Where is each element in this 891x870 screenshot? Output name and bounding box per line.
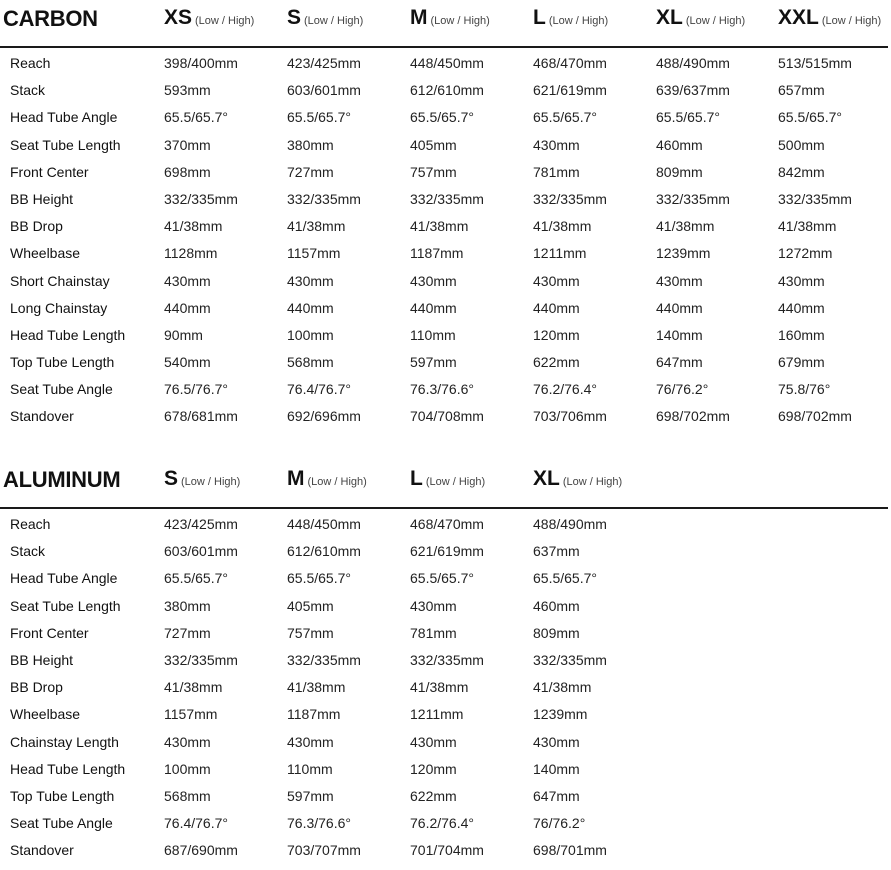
row-label: Head Tube Angle: [10, 570, 118, 587]
table-cell: 332/335mm: [287, 190, 361, 207]
table-cell: 842mm: [778, 163, 825, 180]
table-cell: 430mm: [410, 733, 457, 750]
table-cell: 41/38mm: [656, 218, 715, 235]
table-cell: 440mm: [164, 299, 211, 316]
carbon-title: CARBON: [3, 6, 98, 31]
table-cell: 513/515mm: [778, 55, 852, 71]
table-cell: 440mm: [533, 299, 580, 316]
table-cell: 41/38mm: [287, 679, 346, 696]
table-cell: 65.5/65.7°: [533, 109, 597, 126]
table-cell: 757mm: [287, 624, 334, 641]
table-cell: 430mm: [533, 136, 580, 153]
table-row: [0, 675, 891, 702]
table-cell: 76.5/76.7°: [164, 381, 228, 398]
table-cell: 332/335mm: [164, 190, 238, 207]
row-label: Long Chainstay: [10, 299, 108, 316]
aluminum-title: ALUMINUM: [3, 467, 121, 492]
table-row: [0, 133, 891, 160]
size-name: XL: [533, 467, 560, 490]
row-label: Seat Tube Angle: [10, 815, 113, 832]
table-row: [0, 377, 891, 404]
aluminum-size-m-header: [287, 467, 367, 491]
table-cell: 500mm: [778, 136, 825, 153]
table-cell: 76.2/76.4°: [533, 381, 597, 398]
table-row: [0, 404, 891, 431]
table-cell: 637mm: [533, 543, 580, 560]
table-cell: 423/425mm: [287, 55, 361, 71]
table-cell: 76.4/76.7°: [164, 815, 228, 832]
row-label: Chainstay Length: [10, 733, 119, 750]
table-cell: 76/76.2°: [656, 381, 709, 398]
table-cell: 430mm: [533, 733, 580, 750]
table-cell: 76/76.2°: [533, 815, 586, 832]
row-label: Seat Tube Angle: [10, 381, 113, 398]
table-cell: 160mm: [778, 326, 825, 343]
table-cell: 597mm: [410, 354, 457, 371]
row-label: Stack: [10, 82, 46, 99]
size-name: M: [287, 467, 305, 490]
table-cell: 332/335mm: [287, 651, 361, 668]
table-cell: 568mm: [287, 354, 334, 371]
table-cell: 76.2/76.4°: [410, 815, 474, 832]
table-cell: 1239mm: [533, 706, 588, 723]
table-cell: 692/696mm: [287, 408, 361, 425]
size-subtitle: (Low / High): [304, 15, 364, 27]
table-cell: 430mm: [533, 272, 580, 289]
carbon-geometry-section: [0, 0, 891, 425]
size-subtitle: (Low / High): [307, 476, 367, 488]
carbon-size-xl-header: [656, 6, 745, 30]
table-cell: 440mm: [410, 299, 457, 316]
table-cell: 687/690mm: [164, 842, 238, 859]
table-cell: 120mm: [410, 760, 457, 777]
size-name: M: [410, 6, 428, 29]
table-cell: 757mm: [410, 163, 457, 180]
table-cell: 332/335mm: [410, 190, 484, 207]
table-row: [0, 105, 891, 132]
table-cell: 430mm: [287, 733, 334, 750]
size-subtitle: (Low / High): [548, 15, 609, 27]
table-cell: 430mm: [164, 733, 211, 750]
row-label: Head Tube Angle: [10, 109, 118, 126]
table-cell: 110mm: [287, 760, 333, 777]
table-cell: 75.8/76°: [778, 381, 831, 398]
table-row: [0, 160, 891, 187]
table-row: [0, 566, 891, 593]
table-row: [0, 296, 891, 323]
row-label: Front Center: [10, 624, 89, 641]
row-label: BB Height: [10, 651, 74, 668]
aluminum-size-s-header: [164, 467, 240, 491]
table-row: [0, 269, 891, 296]
table-cell: 698mm: [164, 163, 211, 180]
table-cell: 423/425mm: [164, 516, 238, 532]
row-label: BB Height: [10, 190, 74, 207]
table-cell: 727mm: [164, 624, 211, 641]
carbon-size-m-header: [410, 6, 490, 30]
table-cell: 703/707mm: [287, 842, 361, 859]
table-cell: 430mm: [410, 597, 457, 614]
table-cell: 460mm: [656, 136, 703, 153]
table-cell: 460mm: [533, 597, 580, 614]
table-cell: 41/38mm: [410, 679, 469, 696]
carbon-header-row: [0, 0, 891, 46]
size-name: S: [287, 6, 302, 29]
table-cell: 597mm: [287, 787, 334, 804]
size-name: L: [410, 467, 423, 490]
table-cell: 380mm: [287, 136, 334, 153]
table-cell: 639/637mm: [656, 82, 730, 99]
size-name: L: [533, 6, 546, 29]
row-label: Front Center: [10, 163, 89, 180]
size-name: XXL: [778, 6, 819, 29]
table-row: [0, 539, 891, 566]
table-cell: 140mm: [656, 326, 703, 343]
table-cell: 120mm: [533, 326, 580, 343]
row-label: Standover: [10, 842, 74, 859]
table-cell: 332/335mm: [656, 190, 730, 207]
table-cell: 380mm: [164, 597, 211, 614]
table-cell: 65.5/65.7°: [778, 109, 842, 126]
table-cell: 657mm: [778, 82, 825, 99]
table-row: [0, 648, 891, 675]
table-cell: 809mm: [533, 624, 580, 641]
table-cell: 698/702mm: [656, 408, 730, 425]
table-cell: 398/400mm: [164, 55, 238, 71]
table-cell: 65.5/65.7°: [533, 570, 597, 587]
table-cell: 701/704mm: [410, 842, 484, 859]
table-cell: 41/38mm: [164, 679, 223, 696]
table-row: [0, 323, 891, 350]
table-cell: 647mm: [533, 787, 580, 804]
carbon-size-xs-header: [164, 6, 254, 30]
table-cell: 612/610mm: [287, 543, 361, 560]
size-subtitle: (Low / High): [430, 15, 490, 27]
table-cell: 41/38mm: [533, 218, 592, 235]
table-row: [0, 594, 891, 621]
table-cell: 1157mm: [164, 706, 218, 723]
table-cell: 540mm: [164, 354, 211, 371]
table-cell: 41/38mm: [287, 218, 346, 235]
aluminum-size-xl-header: [533, 467, 622, 491]
size-subtitle: (Low / High): [181, 476, 241, 488]
table-cell: 65.5/65.7°: [287, 570, 351, 587]
table-cell: 1211mm: [410, 706, 464, 723]
table-cell: 603/601mm: [164, 543, 238, 560]
row-label: Reach: [10, 55, 51, 71]
table-row: [0, 621, 891, 648]
table-cell: 65.5/65.7°: [410, 570, 474, 587]
table-cell: 140mm: [533, 760, 580, 777]
row-label: Head Tube Length: [10, 760, 126, 777]
table-cell: 41/38mm: [164, 218, 223, 235]
table-row: [0, 784, 891, 811]
table-cell: 621/619mm: [410, 543, 484, 560]
table-cell: 603/601mm: [287, 82, 361, 99]
table-cell: 405mm: [287, 597, 334, 614]
table-cell: 809mm: [656, 163, 703, 180]
table-cell: 100mm: [164, 760, 211, 777]
table-cell: 405mm: [410, 136, 457, 153]
table-cell: 568mm: [164, 787, 211, 804]
row-label: Seat Tube Length: [10, 597, 121, 614]
table-cell: 704/708mm: [410, 408, 484, 425]
table-cell: 65.5/65.7°: [656, 109, 720, 126]
table-row: [0, 811, 891, 838]
table-cell: 698/701mm: [533, 842, 607, 859]
table-cell: 1157mm: [287, 245, 341, 262]
table-cell: 698/702mm: [778, 408, 852, 425]
table-cell: 332/335mm: [778, 190, 852, 207]
table-row: [0, 78, 891, 105]
table-row: [0, 350, 891, 377]
table-cell: 110mm: [410, 326, 456, 343]
table-cell: 448/450mm: [287, 516, 361, 532]
table-cell: 781mm: [410, 624, 457, 641]
table-cell: 621/619mm: [533, 82, 607, 99]
table-cell: 1272mm: [778, 245, 833, 262]
table-cell: 647mm: [656, 354, 703, 371]
carbon-header-divider: [0, 46, 888, 48]
row-label: BB Drop: [10, 679, 63, 696]
table-cell: 1187mm: [410, 245, 464, 262]
row-label: Top Tube Length: [10, 787, 115, 804]
table-cell: 41/38mm: [778, 218, 837, 235]
row-label: Wheelbase: [10, 245, 81, 262]
row-label: Standover: [10, 408, 74, 425]
table-cell: 440mm: [656, 299, 703, 316]
table-cell: 65.5/65.7°: [287, 109, 351, 126]
table-cell: 468/470mm: [410, 516, 484, 532]
table-cell: 430mm: [164, 272, 211, 289]
row-label: BB Drop: [10, 218, 63, 235]
table-cell: 488/490mm: [533, 516, 607, 532]
table-cell: 332/335mm: [164, 651, 238, 668]
size-subtitle: (Low / High): [685, 15, 746, 27]
table-cell: 727mm: [287, 163, 334, 180]
table-row: [0, 838, 891, 865]
table-cell: 430mm: [287, 272, 334, 289]
table-cell: 488/490mm: [656, 55, 730, 71]
table-row: [0, 51, 891, 78]
table-cell: 332/335mm: [533, 651, 607, 668]
table-cell: 612/610mm: [410, 82, 484, 99]
table-cell: 65.5/65.7°: [164, 109, 228, 126]
table-cell: 703/706mm: [533, 408, 607, 425]
size-subtitle: (Low / High): [562, 476, 623, 488]
table-cell: 622mm: [410, 787, 457, 804]
row-label: Seat Tube Length: [10, 136, 121, 153]
table-cell: 622mm: [533, 354, 580, 371]
size-subtitle: (Low / High): [821, 15, 882, 27]
row-label: Top Tube Length: [10, 354, 115, 371]
table-cell: 678/681mm: [164, 408, 238, 425]
table-cell: 440mm: [287, 299, 334, 316]
table-cell: 100mm: [287, 326, 334, 343]
table-cell: 448/450mm: [410, 55, 484, 71]
size-subtitle: (Low / High): [425, 476, 486, 488]
aluminum-geometry-rows: [0, 512, 891, 865]
carbon-size-l-header: [533, 6, 608, 30]
size-name: XS: [164, 6, 193, 29]
table-cell: 90mm: [164, 326, 203, 343]
table-cell: 1187mm: [287, 706, 341, 723]
table-cell: 440mm: [778, 299, 825, 316]
row-label: Reach: [10, 516, 51, 532]
carbon-geometry-rows: [0, 51, 891, 432]
table-cell: 468/470mm: [533, 55, 607, 71]
aluminum-header-divider: [0, 507, 888, 509]
table-row: [0, 214, 891, 241]
table-row: [0, 757, 891, 784]
size-name: S: [164, 467, 179, 490]
table-cell: 1128mm: [164, 245, 218, 262]
table-cell: 76.3/76.6°: [410, 381, 474, 398]
table-cell: 65.5/65.7°: [410, 109, 474, 126]
table-cell: 781mm: [533, 163, 580, 180]
table-cell: 76.4/76.7°: [287, 381, 351, 398]
table-row: [0, 730, 891, 757]
table-cell: 332/335mm: [410, 651, 484, 668]
table-cell: 76.3/76.6°: [287, 815, 351, 832]
table-cell: 430mm: [656, 272, 703, 289]
size-subtitle: (Low / High): [195, 15, 255, 27]
table-cell: 370mm: [164, 136, 211, 153]
table-row: [0, 702, 891, 729]
size-name: XL: [656, 6, 683, 29]
table-cell: 41/38mm: [533, 679, 592, 696]
table-cell: 593mm: [164, 82, 211, 99]
row-label: Short Chainstay: [10, 272, 110, 289]
row-label: Wheelbase: [10, 706, 81, 723]
table-row: [0, 241, 891, 268]
table-cell: 332/335mm: [533, 190, 607, 207]
row-label: Head Tube Length: [10, 326, 126, 343]
carbon-size-xxl-header: [778, 6, 881, 30]
carbon-size-s-header: [287, 6, 363, 30]
table-cell: 41/38mm: [410, 218, 469, 235]
table-cell: 1239mm: [656, 245, 711, 262]
row-label: Stack: [10, 543, 46, 560]
table-cell: 679mm: [778, 354, 825, 371]
table-cell: 1211mm: [533, 245, 587, 262]
table-cell: 430mm: [778, 272, 825, 289]
table-cell: 430mm: [410, 272, 457, 289]
table-cell: 65.5/65.7°: [164, 570, 228, 587]
aluminum-size-l-header: [410, 467, 485, 491]
aluminum-geometry-section: [0, 461, 891, 859]
table-row: [0, 512, 891, 539]
aluminum-header-row: [0, 461, 891, 507]
table-row: [0, 187, 891, 214]
